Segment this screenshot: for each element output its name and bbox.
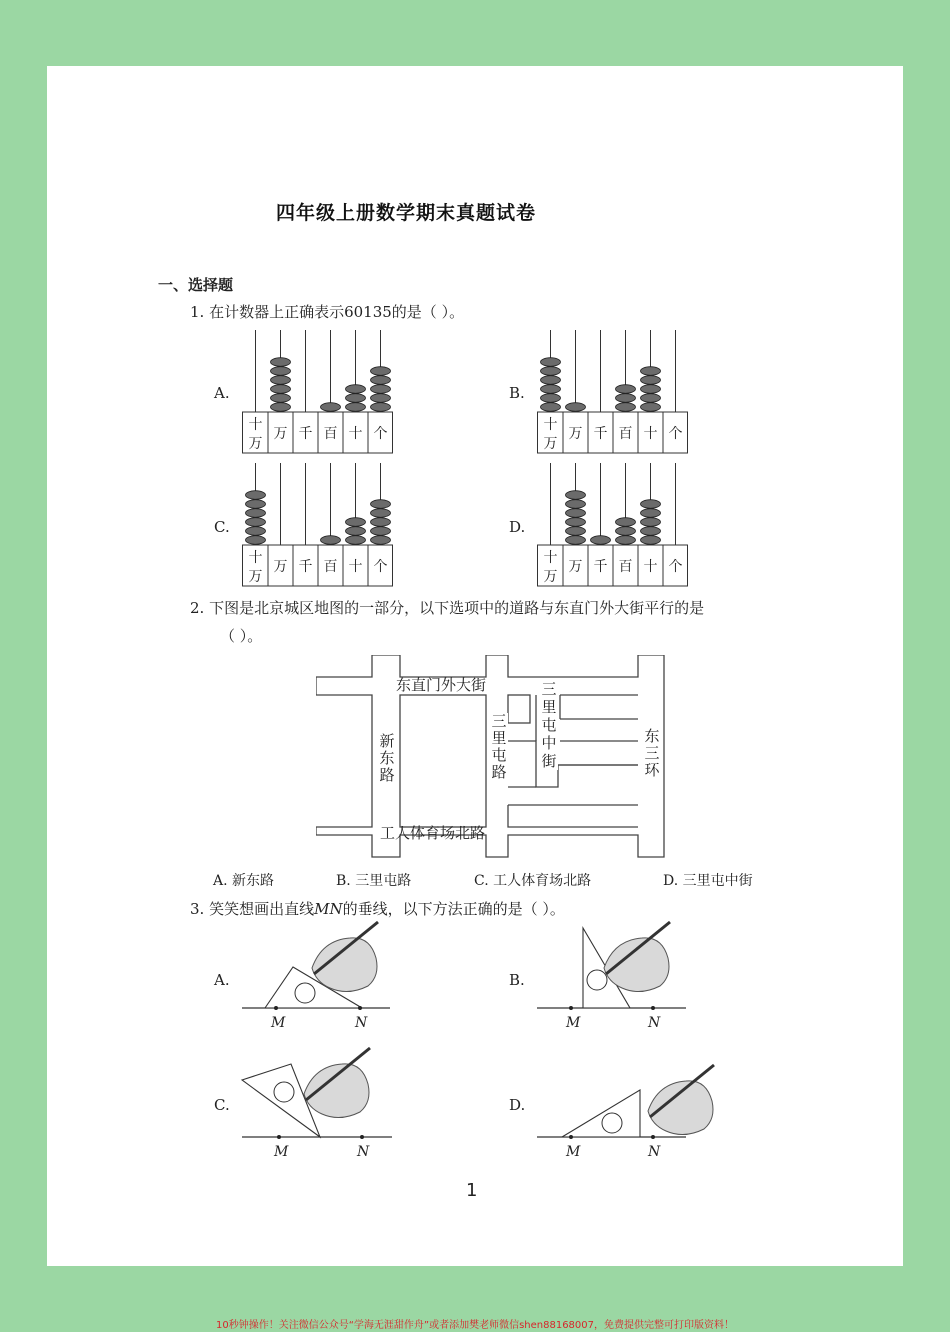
point-label: N — [648, 1144, 661, 1160]
point-dot — [651, 1006, 655, 1010]
q3-option-label: B. — [509, 971, 525, 989]
hand-icon — [312, 938, 377, 992]
q1-option-label: B. — [509, 384, 525, 402]
point-label: M — [274, 1144, 289, 1160]
point-label: N — [648, 1015, 661, 1031]
abacus-place-label: 万 — [543, 436, 558, 452]
q2-option-a: A. 新东路 — [213, 873, 275, 889]
hand-icon — [304, 1064, 369, 1118]
abacus-place-label: 个 — [668, 559, 683, 575]
question-3-text: 3. 笑笑想画出直线MN的垂线，以下方法正确的是（ ）。 — [190, 900, 565, 918]
abacus-place-label: 千 — [298, 426, 313, 442]
map-label-gongti: 工人体育场北路 — [380, 824, 486, 842]
hand-icon — [604, 938, 669, 992]
q2-option-d: D. 三里屯中街 — [663, 873, 753, 889]
question-1-text: 1. 在计数器上正确表示60135的是（ ）。 — [190, 303, 465, 321]
q3-figure — [242, 922, 390, 1031]
section-heading: 一、选择题 — [158, 276, 234, 294]
q2-option-b: B. 三里屯路 — [336, 873, 412, 889]
q2-option-c: C. 工人体育场北路 — [474, 873, 592, 889]
abacus-place-label: 千 — [593, 559, 608, 575]
point-dot — [569, 1006, 573, 1010]
question-2-text: 2. 下图是北京城区地图的一部分，以下选项中的道路与东直门外大街平行的是 — [190, 599, 705, 617]
abacus-place-label: 万 — [248, 569, 263, 585]
abacus-place-label: 万 — [568, 559, 583, 575]
q1-option-label: D. — [509, 518, 526, 536]
abacus-place-label: 个 — [373, 559, 388, 575]
abacus-place-label: 十 — [543, 417, 558, 433]
abacus-place-label: 十 — [348, 559, 363, 575]
abacus-place-label: 千 — [593, 426, 608, 442]
point-dot — [358, 1006, 362, 1010]
point-dot — [360, 1135, 364, 1139]
point-label: M — [566, 1144, 581, 1160]
q3-figure — [242, 1048, 392, 1160]
point-label: M — [271, 1015, 286, 1031]
abacus-place-label: 十 — [248, 550, 263, 566]
abacus-place-label: 个 — [668, 426, 683, 442]
footer-note: 10秒钟操作！关注微信公众号“学海无涯甜作舟”或者添加樊老师微信shen88168007，免费提供完整可打印版资料！ — [215, 1320, 735, 1331]
question-2-text-cont: （ ）。 — [220, 627, 263, 645]
abacus-place-label: 百 — [323, 559, 338, 575]
abacus-place-label: 万 — [543, 569, 558, 585]
abacus-place-label: 千 — [298, 559, 313, 575]
abacus-place-label: 十 — [248, 417, 263, 433]
abacus-place-label: 十 — [348, 426, 363, 442]
point-dot — [277, 1135, 281, 1139]
abacus-place-label: 百 — [618, 559, 633, 575]
abacus-place-label: 万 — [248, 436, 263, 452]
point-dot — [569, 1135, 573, 1139]
point-label: M — [566, 1015, 581, 1031]
page-number: 1 — [466, 1180, 478, 1201]
point-label: N — [355, 1015, 368, 1031]
point-dot — [651, 1135, 655, 1139]
set-square — [562, 1090, 640, 1137]
q3-option-label: C. — [214, 1096, 230, 1114]
page-title: 四年级上册数学期末真题试卷 — [276, 202, 537, 224]
q3-figure — [537, 922, 686, 1031]
abacus-place-label: 十 — [543, 550, 558, 566]
abacus-place-label: 万 — [568, 426, 583, 442]
map-label-sanlitunzhongjie: 三里屯中街 — [541, 680, 557, 770]
point-dot — [274, 1006, 278, 1010]
q1-option-label: A. — [214, 384, 230, 402]
abacus-place-label: 万 — [273, 426, 288, 442]
hand-icon — [648, 1081, 713, 1135]
map-label-dongsanhuan: 东三环 — [644, 727, 660, 779]
q3-option-label: A. — [214, 971, 230, 989]
abacus-place-label: 百 — [323, 426, 338, 442]
map-label-dongzhimen: 东直门外大街 — [396, 676, 487, 694]
abacus-place-label: 十 — [643, 559, 658, 575]
map-label-sanlitunlu: 三里屯路 — [491, 712, 507, 781]
point-label: N — [357, 1144, 370, 1160]
abacus-place-label: 十 — [643, 426, 658, 442]
q1-option-label: C. — [214, 518, 230, 536]
q3-figure — [537, 1065, 714, 1160]
map-label-xindonglu: 新东路 — [379, 732, 395, 784]
abacus-place-label: 百 — [618, 426, 633, 442]
q3-option-label: D. — [509, 1096, 526, 1114]
abacus-place-label: 个 — [373, 426, 388, 442]
abacus-place-label: 万 — [273, 559, 288, 575]
